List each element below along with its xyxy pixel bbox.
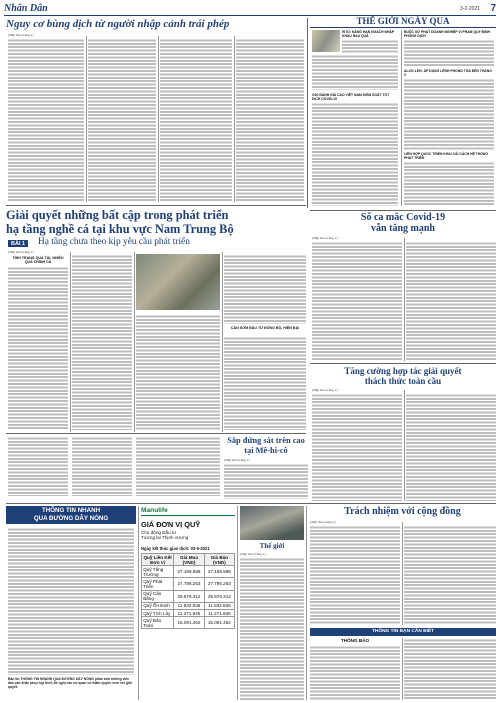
fund-name-cell: Quỹ Bảo Toàn (142, 617, 174, 629)
world-small-label: Thế giới (259, 542, 285, 550)
lead-column-2 (88, 38, 156, 202)
cooperation-lede: (Tiếp theo trang 1) (312, 388, 338, 392)
hotline-banner-line1: THÔNG TIN NHANH (41, 506, 101, 514)
hotline-banner (6, 506, 136, 524)
main-headline (6, 208, 306, 236)
main-column-4a (224, 254, 306, 324)
cooperation-column-2 (406, 393, 496, 501)
fund-buy-cell: 27.796.263 (174, 578, 204, 590)
fund-row (142, 566, 235, 578)
fund-sell-cell: 27.796.263 (204, 578, 234, 590)
fund-buy-cell: 27.188.588 (174, 566, 204, 578)
page-number: 7 (490, 3, 496, 14)
notice-column-1 (310, 645, 400, 700)
world-small-box (240, 506, 304, 700)
world-item5-title: LIÊN HỢP QUỐC TRIỂN KHAI CẢI CÁCH HỆ THỐNG PHÁT TRIỂN (404, 152, 489, 160)
world-small-text (240, 557, 304, 700)
fund-buy-cell: 15.091.462 (174, 617, 204, 629)
main-column-2-cont (72, 436, 132, 496)
cooperation-headline-line1: Tăng cường hợp tác giải quyết (344, 366, 462, 376)
fund-price-table (141, 553, 235, 629)
fund-name-cell: Quỹ Tích Lũy (142, 609, 174, 616)
covid-column-2 (406, 241, 496, 361)
world-item3-title: AI-XƠ-LEN: ÁP DỤNG LỆNH PHONG TỎA ĐẾN THÁNG 3 (404, 69, 492, 77)
world-item2-title: BUỘC XỬ PHẠT DOANH NGHIỆP VI PHẠM QUY ĐỊNH PHÒNG DỊCH (404, 30, 490, 38)
main-kicker: BÀI 1 (8, 240, 28, 247)
fund-row (142, 609, 235, 616)
issue-date: 3-2-2021 (459, 6, 480, 12)
mexico-lede: (Tiếp theo trang 1) (224, 458, 250, 462)
main-section2: CẦN SỚM ĐẦU TƯ ĐỒNG BỘ, HIỆN ĐẠI (230, 326, 300, 330)
mexico-headline-line1: Sắp đứng sát trên cao (227, 436, 305, 445)
notice-banner: THÔNG TIN BẠN CẦN BIẾT (310, 628, 496, 636)
world-small-lede: (Tiếp theo trang 1) (240, 552, 266, 556)
world-box-title: THẾ GIỚI NGÀY QUA (310, 16, 496, 28)
covid-lede: (Tiếp theo trang 1) (312, 236, 338, 240)
fund-sell-cell: 15.091.462 (204, 617, 234, 629)
world-item1-text-2 (312, 54, 398, 90)
fund-sell-cell: 11.271.945 (204, 609, 234, 616)
world-item5-text (404, 161, 494, 206)
fund-name-cell: Quỹ Cân Bằng (142, 590, 174, 602)
covid-headline-line2: vẫn tăng mạnh (371, 223, 435, 234)
world-item3-text (404, 78, 494, 150)
community-column-2 (404, 525, 496, 625)
fund-sell-cell: 11.832.836 (204, 602, 234, 609)
main-column-1-cont (8, 436, 68, 496)
main-column-3 (136, 314, 220, 430)
hotline-box (6, 506, 136, 700)
world-item1-title: WTO: NÂNG HẠN NGẠCH NHẬP KHẨU RAU QUẢ (342, 30, 395, 38)
fund-buy-cell: 11.271.945 (174, 609, 204, 616)
fund-buy-cell: 11.832.836 (174, 602, 204, 609)
main-headline-line1: Giải quyết những bất cập trong phát triển (6, 208, 229, 222)
fund-name-cell: Quỹ Tăng Trưởng (142, 566, 174, 578)
fund-subtitle-line1: Chủ động Đầu tư (141, 530, 177, 535)
lead-lede: (Tiếp theo trang 1) (8, 33, 34, 37)
lead-headline: Nguy cơ bùng dịch từ người nhập cảnh trái phép (6, 18, 230, 30)
fund-row (142, 617, 235, 629)
mexico-headline (224, 436, 308, 455)
lead-column-1 (8, 38, 84, 202)
main-subhead: Hạ tầng chưa theo kịp yêu cầu phát triển (38, 237, 190, 247)
main-column-3-cont (136, 436, 220, 496)
fund-col-name: Quỹ Liên Kết Đơn Vị (143, 554, 172, 565)
fund-title: GIÁ ĐƠN VỊ QUỸ (141, 520, 201, 529)
fund-subtitle-line2: Tương lai Thịnh vượng (141, 535, 189, 541)
fund-name-cell: Quỹ Ổn Định (142, 602, 174, 609)
world-box (310, 16, 496, 208)
fund-subtitle (141, 530, 235, 541)
hotline-footer-note: Bản tin THÔNG TIN NHANH QUA ĐƯỜNG DÂY NÓNG phản ánh những việc làm cần khắc phục kịp thời, đề nghị các cơ quan có thẩm quyền xem xét giải quyết. (8, 677, 132, 689)
covid-headline-line1: Số ca mắc Covid-19 (360, 212, 446, 223)
cooperation-column-1 (312, 393, 402, 501)
community-column-1 (310, 525, 400, 625)
fund-buy-cell: 29.576.312 (174, 590, 204, 602)
world-item2-text (404, 39, 494, 67)
main-column-4b (224, 336, 306, 430)
main-section1: TÌNH TRẠNG QUÁ TẢI, NHIỄU QUÁ CHÍNH CẢ (12, 256, 64, 265)
mexico-column-text (224, 463, 308, 499)
fund-row (142, 590, 235, 602)
main-column-2 (72, 254, 132, 430)
cooperation-headline (310, 366, 496, 387)
covid-headline (310, 212, 496, 234)
community-headline: Trách nhiệm với cộng đồng (344, 506, 461, 517)
fund-box (141, 506, 235, 700)
masthead (4, 3, 496, 16)
main-column-1 (8, 266, 68, 430)
hotline-items (8, 527, 134, 675)
lead-column-3 (160, 38, 232, 202)
fund-brand: Manulife (141, 506, 235, 516)
mexico-headline-line2: tại Mê-hi-cô (244, 445, 288, 455)
world-item4-text (312, 102, 398, 206)
notice-heading: THÔNG BÁO (340, 638, 370, 643)
fund-name-cell: Quỹ Phát Triển (142, 578, 174, 590)
world-small-photo (240, 506, 304, 540)
hotline-banner-line2: QUA ĐƯỜNG DÂY NÓNG (33, 514, 109, 522)
cooperation-headline-line2: thách thức toàn cầu (364, 376, 442, 387)
fund-table-header (142, 554, 235, 566)
fund-col-sell: Giá Bán (VND) (204, 554, 234, 566)
main-lede: (Tiếp theo trang 1) (8, 250, 34, 254)
globe-illustration (312, 30, 340, 52)
fund-sell-cell: 27.188.588 (204, 566, 234, 578)
fund-col-buy: Giá Mua (VND) (174, 554, 204, 566)
covid-column-1 (312, 241, 402, 361)
world-item4-title: G20 ĐÁNH GIÁ CAO VIỆT NAM KIỂM SOÁT TỐT DỊCH COVID-19 (312, 93, 390, 101)
notice-column-2 (404, 638, 496, 700)
masthead-title: Nhân Dân (4, 3, 48, 14)
fund-row (142, 578, 235, 590)
fund-sell-cell: 29.576.312 (204, 590, 234, 602)
harbor-photo (136, 254, 220, 310)
fund-valuation-date: Ngày kết thúc giao dịch: 03-5-2021 (141, 546, 210, 551)
main-headline-line2: hạ tầng nghề cá tại khu vực Nam Trung Bộ (6, 222, 234, 236)
fund-row (142, 602, 235, 609)
community-lede: (Tiếp theo trang 1) (310, 520, 336, 524)
lead-column-4 (236, 38, 304, 202)
